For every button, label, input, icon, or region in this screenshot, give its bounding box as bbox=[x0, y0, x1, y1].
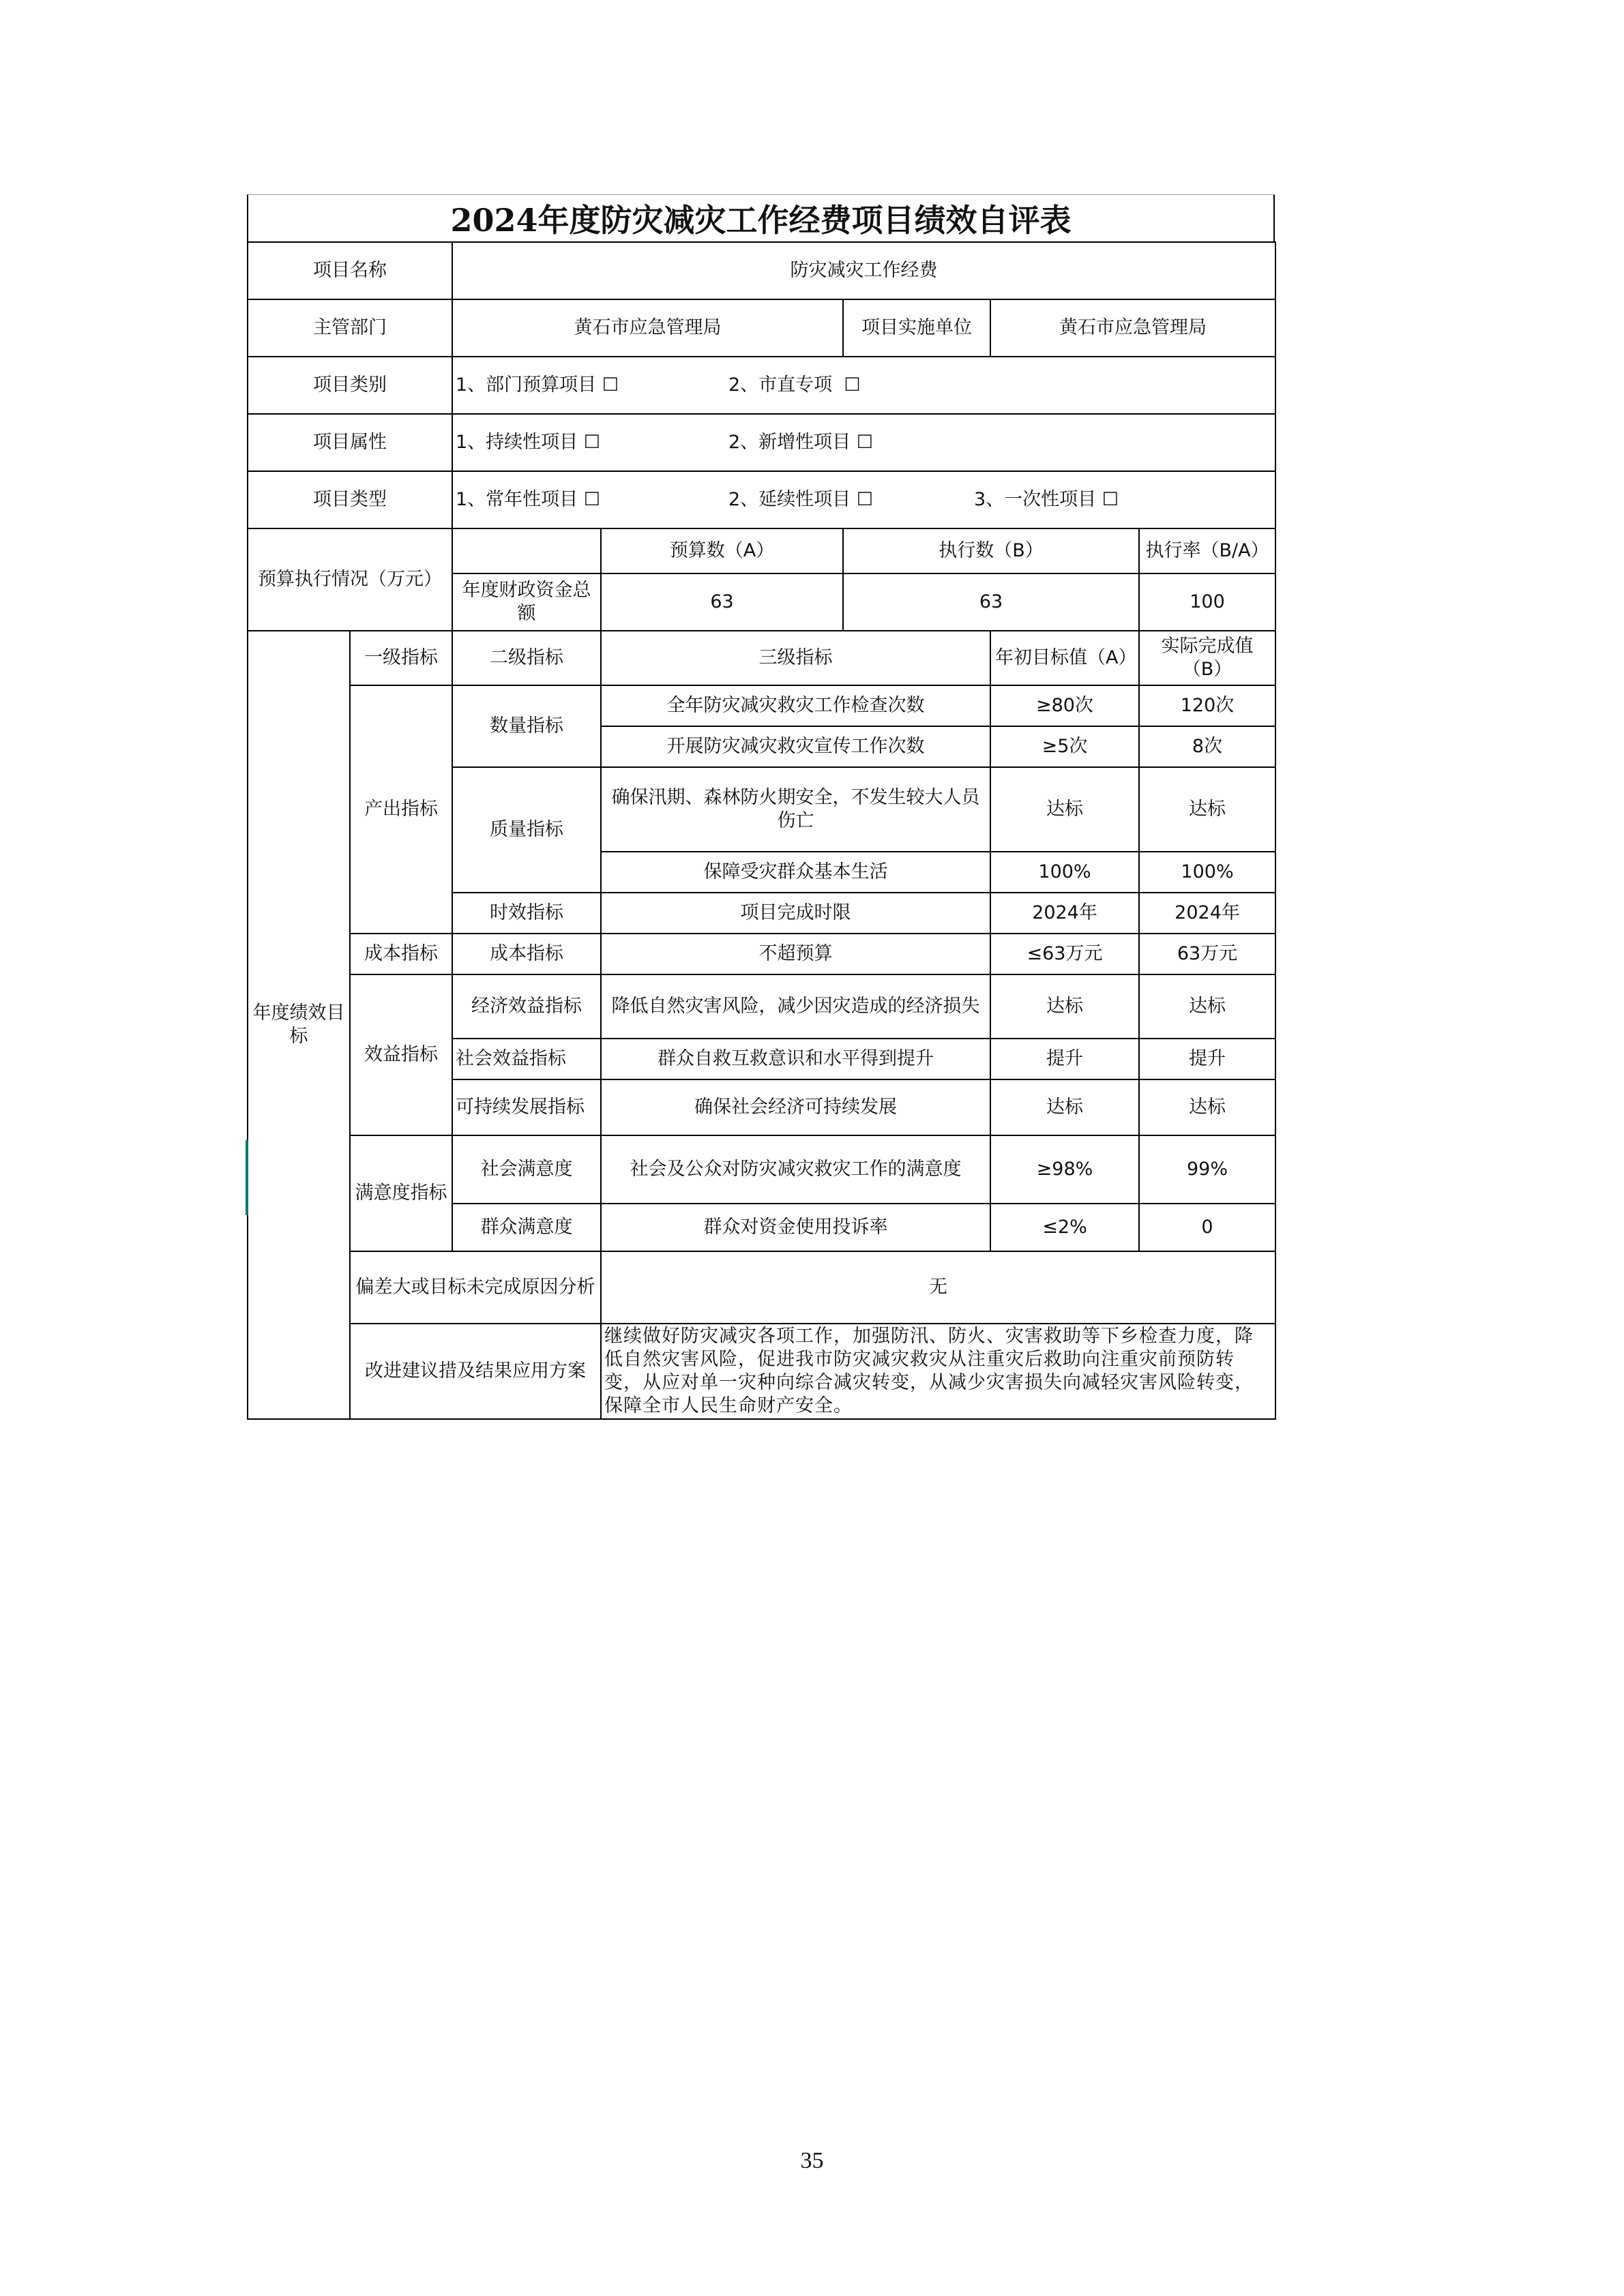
project-type-options bbox=[452, 471, 1275, 528]
row-l2: 可持续发展指标 bbox=[452, 1079, 601, 1135]
attribute-option-2 bbox=[728, 431, 873, 454]
budget-blank-cell bbox=[452, 528, 601, 573]
row-target: 2024年 bbox=[990, 893, 1139, 934]
budget-col-a: 预算数（A） bbox=[601, 528, 843, 573]
checkbox-icon: ☐ bbox=[583, 489, 600, 510]
category-label: 项目类别 bbox=[248, 357, 452, 414]
table-row bbox=[248, 1135, 1275, 1204]
category-option-2 bbox=[728, 374, 861, 397]
row-actual: 0 bbox=[1139, 1204, 1275, 1251]
row-target: ≤63万元 bbox=[990, 934, 1139, 974]
row-actual: 100% bbox=[1139, 852, 1275, 893]
row-target: 100% bbox=[990, 852, 1139, 893]
table-row bbox=[248, 934, 1275, 974]
checkbox-icon: ☐ bbox=[856, 489, 873, 510]
budget-header-row bbox=[248, 528, 1275, 573]
budget-col-rate: 执行率（B/A） bbox=[1139, 528, 1275, 573]
table-row bbox=[248, 685, 1275, 726]
output-l1: 产出指标 bbox=[350, 685, 452, 934]
impl-unit-value: 黄石市应急管理局 bbox=[990, 299, 1275, 357]
row-l2: 社会满意度 bbox=[452, 1135, 601, 1204]
row-l3: 群众自救互救意识和水平得到提升 bbox=[601, 1039, 990, 1079]
project-name-label: 项目名称 bbox=[248, 242, 452, 299]
checkbox-icon: ☐ bbox=[1102, 489, 1119, 510]
improvement-row bbox=[248, 1324, 1275, 1419]
cost-l2: 成本指标 bbox=[452, 934, 601, 974]
project-type-row bbox=[248, 471, 1275, 528]
row-target: ≥80次 bbox=[990, 685, 1139, 726]
budget-label: 预算执行情况（万元） bbox=[248, 528, 452, 631]
budget-b-value: 63 bbox=[843, 573, 1139, 631]
category-option-1-label: 1、部门预算项目 bbox=[456, 374, 597, 396]
page-title: 2024年度防灾减灾工作经费项目绩效自评表 bbox=[247, 194, 1275, 241]
page-number: 35 bbox=[800, 2148, 824, 2173]
row-actual: 8次 bbox=[1139, 726, 1275, 767]
attribute-option-1-label: 1、持续性项目 bbox=[456, 432, 578, 453]
row-target: ≥5次 bbox=[990, 726, 1139, 767]
row-l3: 不超预算 bbox=[601, 934, 990, 974]
row-l3: 社会及公众对防灾减灾救灾工作的满意度 bbox=[601, 1135, 990, 1204]
perf-header-actual: 实际完成值（B） bbox=[1139, 631, 1275, 685]
checkbox-icon: ☐ bbox=[583, 432, 600, 453]
row-actual: 2024年 bbox=[1139, 893, 1275, 934]
row-target: ≤2% bbox=[990, 1204, 1139, 1251]
checkbox-icon: ☐ bbox=[856, 432, 873, 453]
improvement-value: 继续做好防灾减灾各项工作，加强防汛、防火、灾害救助等下乡检查力度，降低自然灾害风险，促进我市防灾减灾救灾从注重灾后救助向注重灾前预防转变，从应对单一灾种向综合减灾转变，从减少灾害损失向减轻灾害风险转变，保障全市人民生命财产安全。 bbox=[601, 1324, 1275, 1419]
project-type-option-2 bbox=[728, 488, 974, 511]
margin-marker bbox=[246, 1140, 248, 1215]
deviation-value: 无 bbox=[601, 1251, 1275, 1324]
evaluation-sheet bbox=[247, 194, 1275, 1420]
attribute-label: 项目属性 bbox=[248, 414, 452, 471]
budget-row-label: 年度财政资金总额 bbox=[452, 573, 601, 631]
project-type-option-1-label: 1、常年性项目 bbox=[456, 489, 578, 510]
row-l3: 保障受灾群众基本生活 bbox=[601, 852, 990, 893]
row-target: ≥98% bbox=[990, 1135, 1139, 1204]
attribute-options bbox=[452, 414, 1275, 471]
attribute-option-2-label: 2、新增性项目 bbox=[728, 432, 851, 453]
row-actual: 达标 bbox=[1139, 974, 1275, 1039]
row-actual: 120次 bbox=[1139, 685, 1275, 726]
row-actual: 提升 bbox=[1139, 1039, 1275, 1079]
quality-l2: 质量指标 bbox=[452, 767, 601, 893]
row-target: 达标 bbox=[990, 974, 1139, 1039]
perf-header-row bbox=[248, 631, 1275, 685]
dept-label: 主管部门 bbox=[248, 299, 452, 357]
row-l3: 项目完成时限 bbox=[601, 893, 990, 934]
row-l3: 确保汛期、森林防火期安全，不发生较大人员伤亡 bbox=[601, 767, 990, 852]
improvement-label: 改进建议措及结果应用方案 bbox=[350, 1324, 601, 1419]
project-type-label: 项目类型 bbox=[248, 471, 452, 528]
project-type-option-2-label: 2、延续性项目 bbox=[728, 489, 851, 510]
perf-header-l1: 一级指标 bbox=[350, 631, 452, 685]
row-actual: 达标 bbox=[1139, 767, 1275, 852]
category-options bbox=[452, 357, 1275, 414]
quantity-l2: 数量指标 bbox=[452, 685, 601, 767]
row-l3: 降低自然灾害风险，减少因灾造成的经济损失 bbox=[601, 974, 990, 1039]
row-target: 达标 bbox=[990, 767, 1139, 852]
row-actual: 99% bbox=[1139, 1135, 1275, 1204]
satisfaction-l1: 满意度指标 bbox=[350, 1135, 452, 1251]
category-option-2-label: 2、市直专项 bbox=[728, 374, 833, 396]
row-actual: 达标 bbox=[1139, 1079, 1275, 1135]
row-l2: 群众满意度 bbox=[452, 1204, 601, 1251]
category-option-1 bbox=[456, 374, 728, 397]
attribute-row bbox=[248, 414, 1275, 471]
perf-header-target: 年初目标值（A） bbox=[990, 631, 1139, 685]
row-actual: 63万元 bbox=[1139, 934, 1275, 974]
benefit-l1: 效益指标 bbox=[350, 974, 452, 1135]
row-l2: 经济效益指标 bbox=[452, 974, 601, 1039]
row-l3: 全年防灾减灾救灾工作检查次数 bbox=[601, 685, 990, 726]
budget-col-b: 执行数（B） bbox=[843, 528, 1139, 573]
dept-value: 黄石市应急管理局 bbox=[452, 299, 843, 357]
cost-l1: 成本指标 bbox=[350, 934, 452, 974]
row-l3: 开展防灾减灾救灾宣传工作次数 bbox=[601, 726, 990, 767]
evaluation-table bbox=[247, 241, 1276, 1420]
budget-a-value: 63 bbox=[601, 573, 843, 631]
project-name-value: 防灾减灾工作经费 bbox=[452, 242, 1275, 299]
deviation-label: 偏差大或目标未完成原因分析 bbox=[350, 1251, 601, 1324]
impl-unit-label: 项目实施单位 bbox=[843, 299, 990, 357]
project-type-option-3 bbox=[974, 488, 1119, 511]
checkbox-icon: ☐ bbox=[602, 374, 619, 396]
project-name-row bbox=[248, 242, 1275, 299]
project-type-option-3-label: 3、一次性项目 bbox=[974, 489, 1097, 510]
project-type-option-1 bbox=[456, 488, 728, 511]
table-row bbox=[248, 974, 1275, 1039]
row-l3: 群众对资金使用投诉率 bbox=[601, 1204, 990, 1251]
row-l3: 确保社会经济可持续发展 bbox=[601, 1079, 990, 1135]
budget-rate-value: 100 bbox=[1139, 573, 1275, 631]
perf-header-l2: 二级指标 bbox=[452, 631, 601, 685]
row-target: 提升 bbox=[990, 1039, 1139, 1079]
attribute-option-1 bbox=[456, 431, 728, 454]
perf-header-l3: 三级指标 bbox=[601, 631, 990, 685]
category-row bbox=[248, 357, 1275, 414]
row-l2: 社会效益指标 bbox=[452, 1039, 601, 1079]
checkbox-icon: ☐ bbox=[844, 374, 861, 396]
dept-row bbox=[248, 299, 1275, 357]
timeliness-l2: 时效指标 bbox=[452, 893, 601, 934]
row-target: 达标 bbox=[990, 1079, 1139, 1135]
perf-group-label: 年度绩效目标 bbox=[248, 631, 350, 1419]
deviation-row bbox=[248, 1251, 1275, 1324]
